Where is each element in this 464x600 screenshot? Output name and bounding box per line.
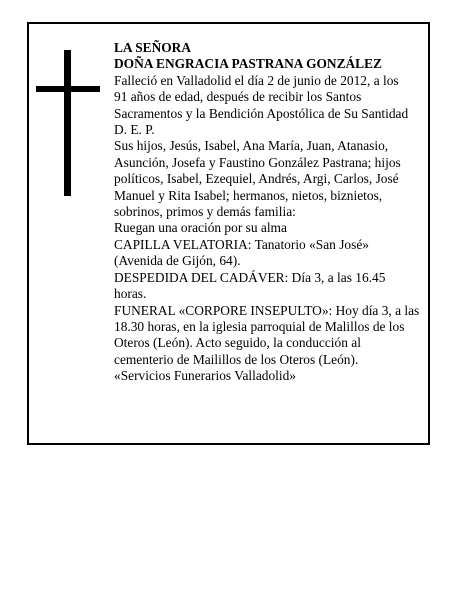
funeral-home-line: «Servicios Funerarios Valladolid» (114, 368, 296, 384)
chapel-line: CAPILLA VELATORIA: Tanatorio «San José» (114, 236, 369, 252)
deceased-name: DOÑA ENGRACIA PASTRANA GONZÁLEZ (114, 56, 382, 72)
family-line: Asunción, Josefa y Faustino González Pastrana; hijos (114, 154, 401, 170)
notice-heading-title: LA SEÑORA (114, 40, 192, 55)
prayer-line: Ruegan una oración por su alma (114, 220, 287, 236)
cross-vertical-bar (64, 50, 71, 196)
family-line: políticos, Isabel, Ezequiel, Andrés, Argi, Carlos, José (114, 171, 399, 187)
farewell-line: DESPEDIDA DEL CADÁVER: Día 3, a las 16.45 (114, 269, 386, 285)
farewell-line: horas. (114, 286, 147, 302)
family-line: Sus hijos, Jesús, Isabel, Ana María, Juan, Atanasio, (114, 138, 389, 154)
death-line: Falleció en Valladolid el día 2 de junio de 2012, a los (114, 72, 399, 88)
death-line: 91 años de edad, después de recibir los Santos (114, 89, 362, 105)
family-line: sobrinos, primos y demás familia: (114, 204, 296, 220)
family-line: Manuel y Rita Isabel; hermanos, nietos, biznietos, (114, 187, 383, 203)
funeral-line: cementerio de Mailillos de los Oteros (León). (114, 351, 359, 367)
death-line: Sacramentos y la Bendición Apostólica de Su Santidad (114, 105, 409, 121)
cross-icon (36, 50, 100, 196)
obituary-text (114, 40, 436, 385)
funeral-line: 18.30 horas, en la iglesia parroquial de Malillos de los (114, 318, 405, 334)
funeral-line: FUNERAL «CORPORE INSEPULTO»: Hoy día 3, a las (114, 302, 420, 318)
funeral-line: Oteros (León). Acto seguido, la conducción al (114, 335, 361, 351)
chapel-line: (Avenida de Gijón, 64). (114, 253, 241, 269)
death-line: D. E. P. (114, 122, 155, 138)
cross-horizontal-bar (36, 86, 100, 92)
